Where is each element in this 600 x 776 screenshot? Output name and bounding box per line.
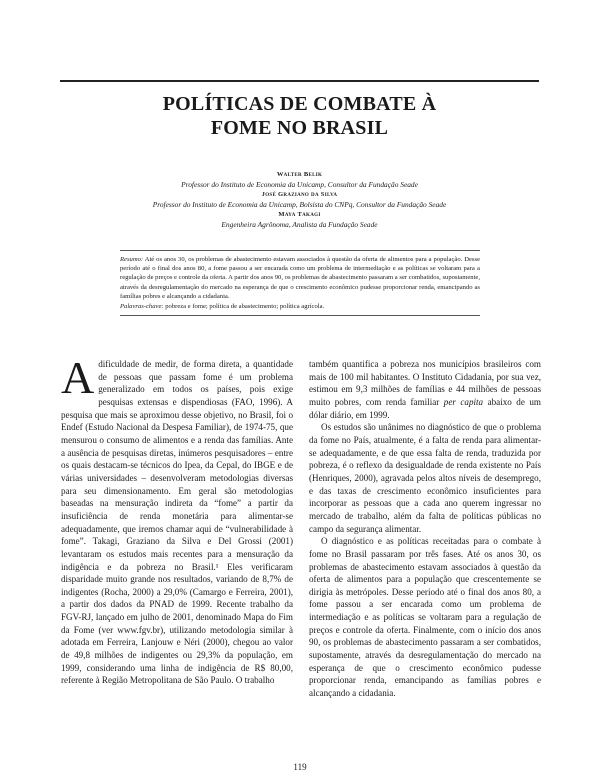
author-affiliation: Engenheira Agrônoma, Analista da Fundação Seade <box>221 220 378 229</box>
title-line-2: FOME NO BRASIL <box>210 117 389 139</box>
body-column-right <box>309 358 541 700</box>
author-name: José Graziano da Silva <box>261 191 338 198</box>
abstract-text: Até os anos 30, os problemas de abastecimento estavam associados à questão da oferta de alimentos para a população. Desse período até o final dos anos 80, a fome passou a ser encarada como um problema de intermediação e as políticas se voltaram para a regulação de preços e controle da oferta. A partir dos anos 90, os problemas de abastecimento passaram a ser combatidos, supostamente, através da desregulamentação do mercado na esperança de que o crescimento econômico pudesse proporcionar renda, emancipando as famílias pobres e alcançando a cidadania. <box>120 256 480 300</box>
top-rule <box>60 80 539 82</box>
paragraph-text: também quantifica a pobreza nos municípios brasileiros com mais de 100 mil habitantes. O Instituto Cidadania, por sua vez, estimou em 9,3 milhões de famílias e 44 milhões de pessoas muito pobres, com renda familiar <box>309 359 541 407</box>
abstract-box <box>120 250 480 316</box>
abstract-label: Resumo: <box>120 256 144 263</box>
title-line-1: POLÍTICAS DE COMBATE À <box>162 93 437 115</box>
page-number: 119 <box>293 762 307 772</box>
italic-term: per capita <box>443 396 484 407</box>
body-paragraph: O diagnóstico e as políticas receitadas para o combate à fome no Brasil passaram por três fases. Até os anos 30, os problemas de abastecimento estavam associados à questão da oferta de alimentos para a população que crescentemente se dirigia às metrópoles. Desse período até o final dos anos 80, a fome passou a ser encarada como um problema de intermediação e as políticas se voltaram para a regulação de preços e controle da oferta. Finalmente, com o início dos anos 90, os problemas de abastecimento passaram a ser combatidos, supostamente, através da desregulamentação do mercado na esperança de que o crescimento econômico pudesse proporcionar renda, emancipando as famílias pobres e alcançando a cidadania. <box>309 536 541 699</box>
author-name: Walter Belik <box>276 171 323 178</box>
author-affiliation: Professor do Instituto de Economia da Unicamp, Bolsista do CNPq, Consultor da Fundação Seade <box>152 200 447 209</box>
body-paragraph: Os estudos são unânimes no diagnóstico de que o problema da fome no País, atualmente, é a falta de renda para alimentar-se adequadamente, e de que essa falta de renda, traduzida por pobreza, é o reflexo da desigualdade de renda existente no País (Henriques, 2000), agravada pelos altos níveis de desemprego, e das taxas de crescimento econômico insuficientes para incorporar as pessoas que a cada ano querem ingressar no mercado de trabalho, além da falta de políticas públicas no campo da segurança alimentar. <box>309 422 541 534</box>
keywords-label: Palavras-chave: <box>120 303 164 311</box>
drop-cap: A <box>61 352 95 403</box>
paragraph-text: abaixo de um dólar diário, em 1999. <box>309 396 541 420</box>
author-affiliation: Professor do Instituto de Economia da Unicamp, Consultor da Fundação Seade <box>181 180 418 189</box>
body-column-left <box>61 352 293 687</box>
body-paragraph <box>309 358 541 421</box>
keywords-text: pobreza e fome; política de abastecimento; política agrícola. <box>165 303 325 311</box>
article-title <box>60 92 539 140</box>
author-name: Maya Takagi <box>278 211 321 218</box>
body-paragraph <box>61 352 293 687</box>
author-block <box>60 170 539 230</box>
keywords <box>120 302 480 311</box>
abstract <box>120 255 480 301</box>
paragraph-text: dificuldade de medir, de forma direta, a quantidade de pessoas que passam fome é um problema generalizado em todos os países, pois exige pesquisas extensas e dispendiosas (FAO, 1996). A pesquisa que mais se aproximou desse objetivo, no Brasil, foi o Endef (Estudo Nacional da Despesa Familiar), de 1974-75, que mensurou o consumo de alimentos e a renda das famílias. Ante a ausência de pesquisas diretas, inúmeros pesquisadores – entre os quais destacam-se técnicos do Ipea, da Cepal, do IBGE e de várias universidades – desenvolveram metodologias diversas para seu dimensionamento. Em geral são metodologias baseadas na mensuração indireta da “fome” a partir da insuficiência de renda monetária para alimentar-se adequadamente, que iremos chamar aqui de “vulnerabilidade à fome”. Takagi, Graziano da Silva e Del Grossi (2001) levantaram os estudos mais recentes para a mensuração da indigência e da pobreza no Brasil.¹ Eles verificaram disparidade muito grande nos resultados, variando de 8,7% de indigentes (Rocha, 2000) a 29,0% (Camargo e Ferreira, 2001), a partir dos dados da PNAD de 1999. Recente trabalho da FGV-RJ, lançado em julho de 2001, denominado Mapa do Fim da Fome (ver www.fgv.br), utilizando metodologia similar à adotada em Ferreira, Lanjouw e Néri (2000), chegou ao valor de 49,8 milhões de indigentes ou 29,3% da população, em 1999, considerando uma linha de indigência de R$ 80,00, referente à Região Metropolitana de São Paulo. O trabalho <box>61 359 293 686</box>
